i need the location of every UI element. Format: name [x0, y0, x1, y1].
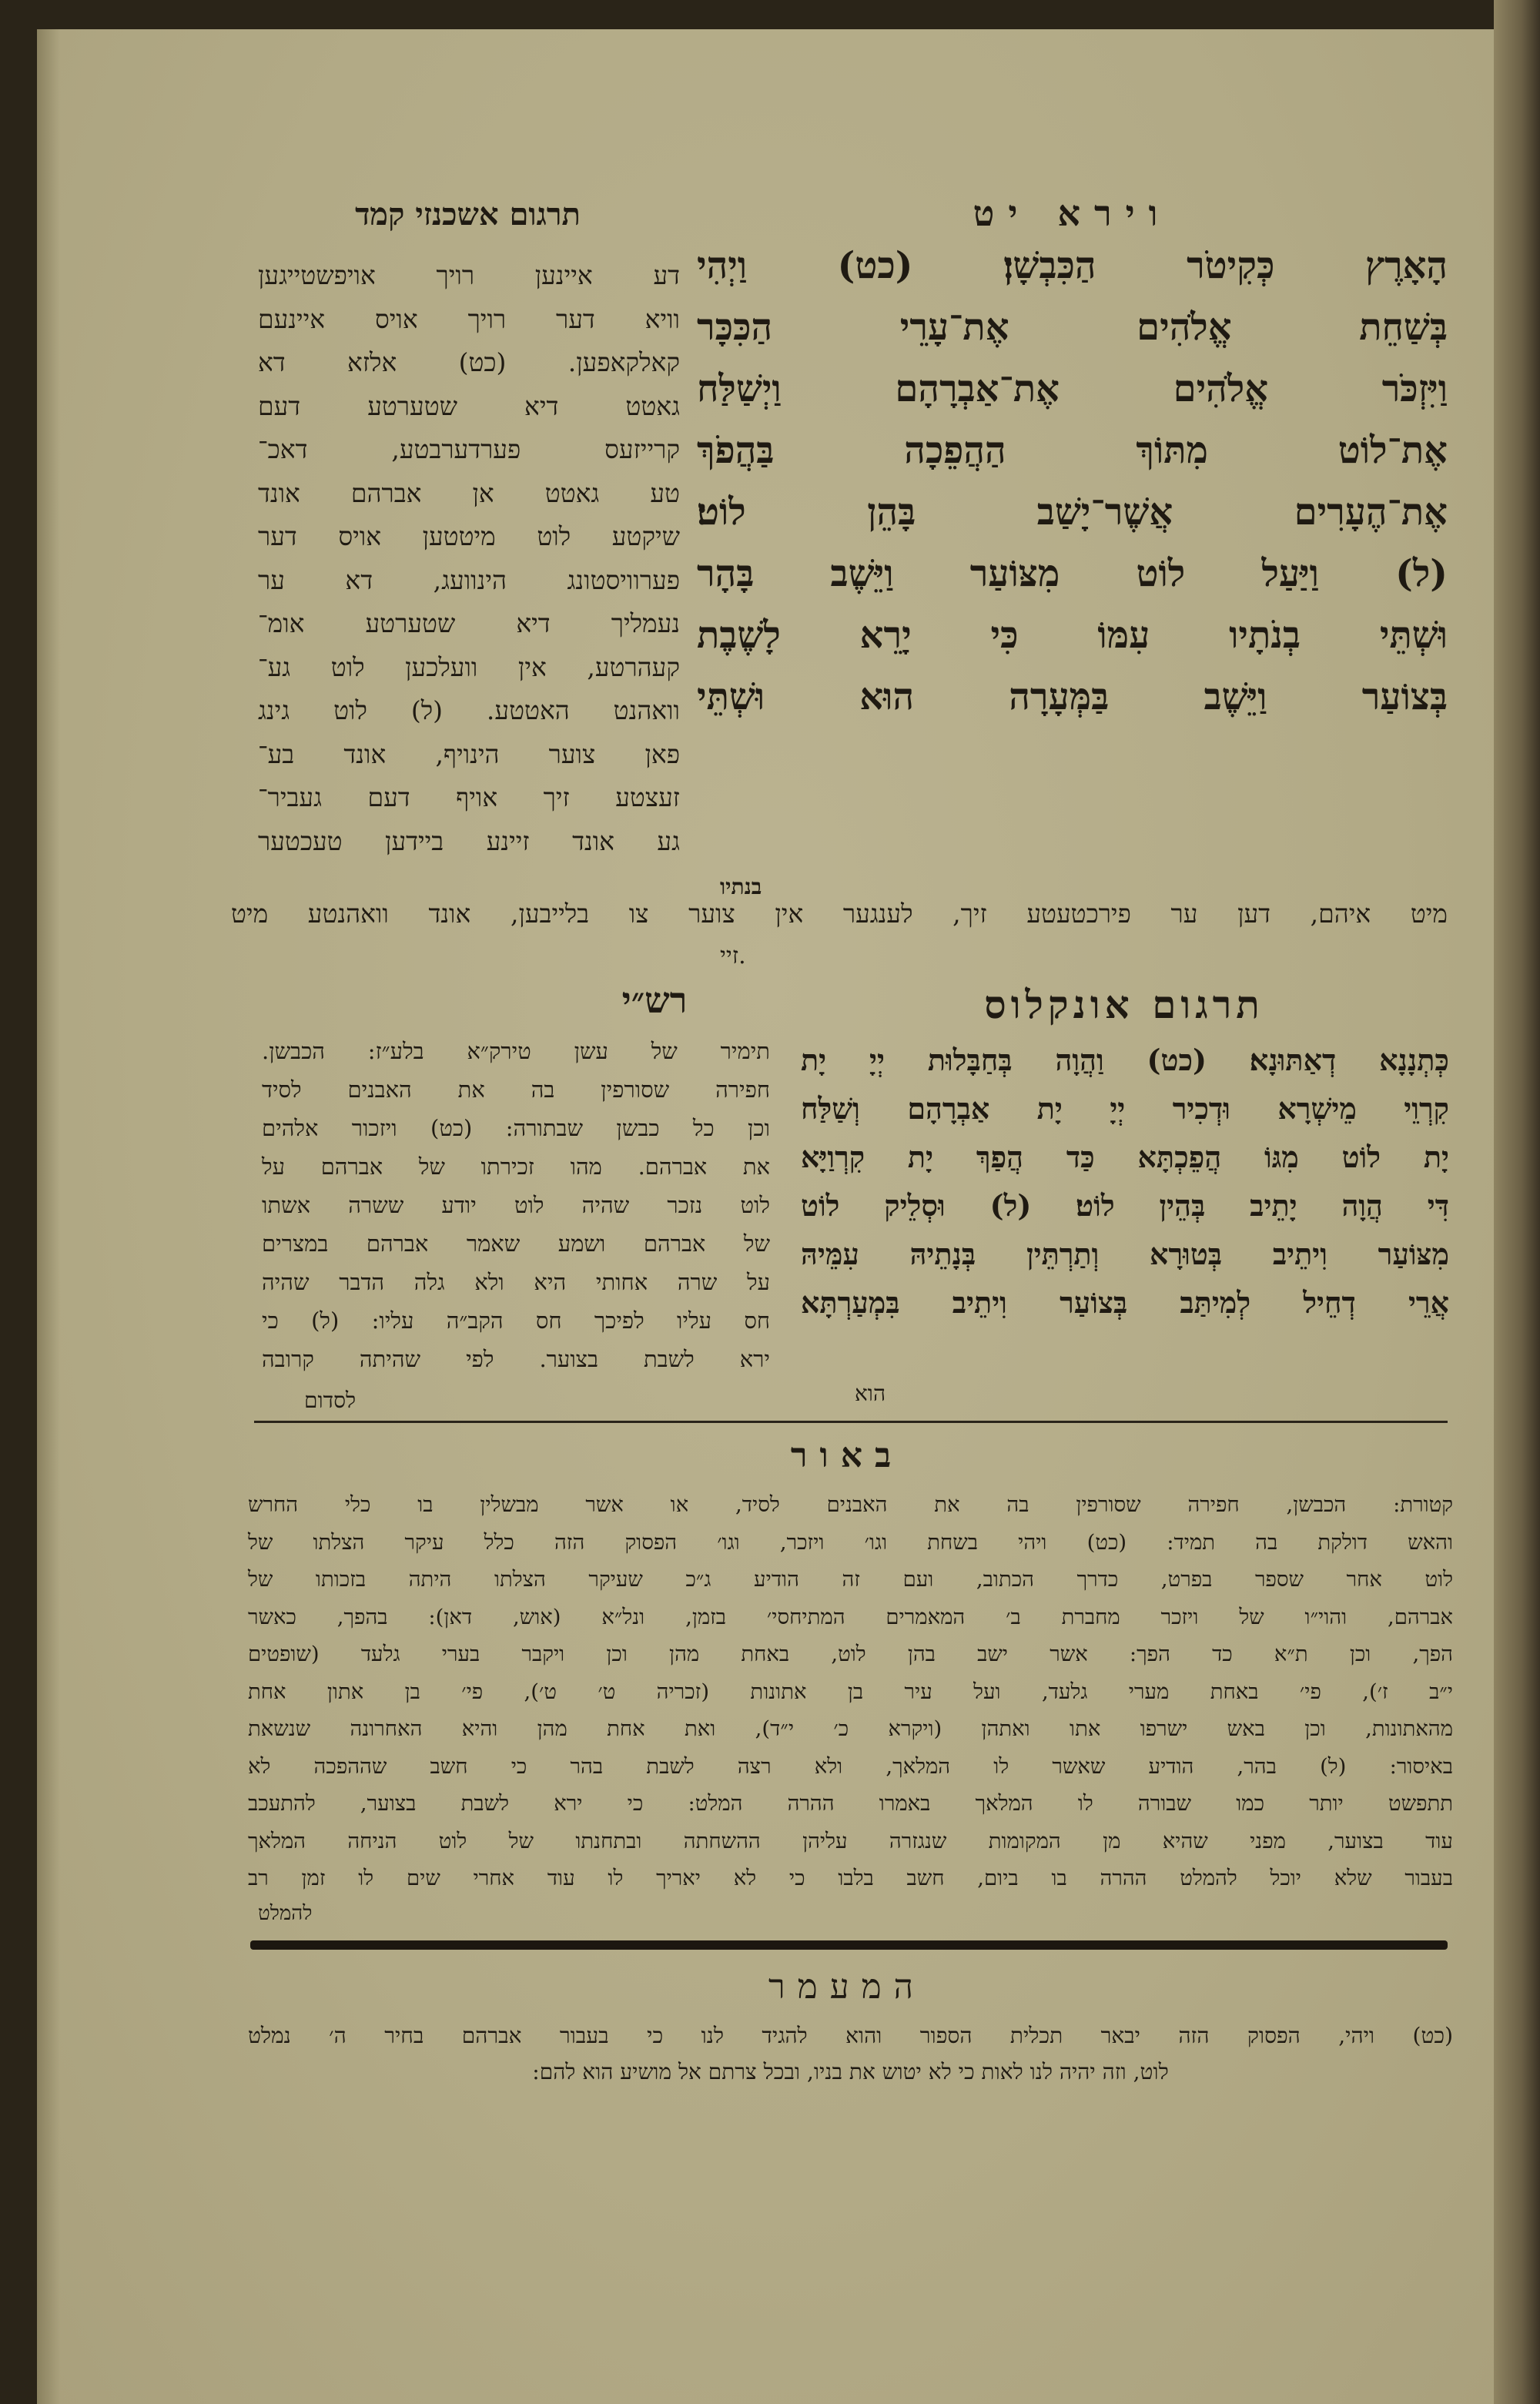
torah-line: בְּצוֹעַר וַיֵּשֶׁב בַּמְּעָרָה הוּא וּשְׁתֵּי	[697, 675, 1448, 718]
rashi-line: וכן כל כבשן שבתורה: (כט) ויזכור אלהים	[262, 1115, 770, 1141]
biur-line: אברהם, והוי״ו של ויזכר מחברת ב׳ המאמרים המתיחסי׳ בזמן, ונל״א (אוש, דאן): בהפך, כאשר	[248, 1604, 1453, 1629]
onkelos-line: קִרְוֵי מֵישְׁרָא וּדְכִיר יְיָ יָת אַבְרָהָם וְשַׁלַּח	[801, 1091, 1449, 1126]
yiddish-line: קאלקאפען. (כט) אלזא דא	[258, 347, 680, 377]
meamer-header: המעמר	[768, 1967, 926, 2007]
rashi-catchword: לסדום	[304, 1388, 357, 1413]
biur-line: בעבור שלא יוכל להמלט ההרה בו ביום, חשב בלבו כי לא יאריך לו עוד אחרי שים לו זמן רב	[248, 1866, 1453, 1890]
yiddish-line: נעמליך דיא שטערטע אומ־	[258, 608, 680, 638]
running-header-parasha: וירא יט	[973, 193, 1172, 234]
yiddish-line: קעהרטע, אין וועלכען לוט גע־	[258, 651, 680, 682]
book-gutter	[1494, 0, 1540, 2404]
biur-line: לוט אחר שספר בפרט, כדרך הכתוב, ועם זה הודיע ג״כ שעיקר הצלתו היתה בזכותו של	[248, 1567, 1453, 1592]
yiddish-line: גאטט דיא שטערטע דעם	[258, 390, 680, 421]
yiddish-line: דע איינען רויך אויפשטייגען	[258, 260, 680, 290]
yiddish-continuation	[231, 895, 1448, 933]
meamer-commentary	[248, 2017, 1453, 2090]
divider-rule	[254, 1421, 1448, 1423]
onkelos-line: אֲרֵי דְחֵיל לְמִיתַּב בְּצוֹעַר וִיתֵיב בִּמְעַרְתָּא	[801, 1285, 1449, 1320]
onkelos-column	[801, 1036, 1449, 1327]
onkelos-header: תרגום אונקלוס	[984, 982, 1264, 1027]
yiddish-line: וויא דער רויך אויס איינעם	[258, 303, 680, 334]
onkelos-line: יָת לוֹט מִגּוֹ הֲפֵכְתָּא כַּד הֲפַךְ יָת קִרְוַיָּא	[801, 1140, 1449, 1174]
torah-line: (ל) וַיַּעַל לוֹט מִצּוֹעַר וַיֵּשֶׁב בָּהָר	[697, 552, 1448, 595]
rashi-line: חס עליו לפיכך חס הקב״ה עליו: (ל) כי	[262, 1307, 770, 1334]
yiddish-translation-column	[258, 254, 680, 863]
yiddish-line: קרייזעס פערדערבטע, דאכ־	[258, 434, 680, 464]
rashi-line: תימיר של עשן טירק״א בלע״ז: הכבשן.	[262, 1038, 770, 1064]
yiddish-full-width-line: מיט איהם, דען ער פירכטעטע זיך, לענגער אין צוער צו בלייבען, אונד וואהנטע מיט	[231, 899, 1448, 929]
biur-line: והאש דולקת בה תמיד: (כט) ויהי בשחת וגו׳ ויזכר, וגו׳ הפסוק הזה כלל עיקר הצלתו של	[248, 1529, 1453, 1555]
biur-line: הפך, וכן ת״א כד הפך: אשר ישב בהן לוט, באחת מהן וכן ויקבר בערי גלעד (שופטים	[248, 1642, 1453, 1666]
onkelos-line: דִּי הֲוָה יָתֵיב בְּהֵין לוֹט׃ (ל) וּסְלֵיק לוֹט	[801, 1188, 1449, 1223]
yiddish-line: שיקטע לוט מיטטען אויס דער	[258, 521, 680, 551]
rashi-line: חפירה שסורפין בה את האבנים לסיד	[262, 1076, 770, 1103]
yiddish-line: פאן צוער הינויף, אונד בע־	[258, 738, 680, 769]
biur-header: באור	[790, 1436, 904, 1475]
rashi-line: של אברהם ושמע שאמר אברהם במצרים	[262, 1230, 770, 1257]
biur-line: מהאתונות, וכן באש ישרפו אתו ואתהן (ויקרא כ׳ י״ד), ואת אחת מהן והיא האחרונה שנשאת	[248, 1716, 1453, 1741]
torah-line: וּשְׁתֵּי בְנֹתָיו עִמּוֹ כִּי יָרֵא לָשֶׁבֶת	[697, 614, 1448, 657]
rashi-line: על שרה אחותי היא ולא גלה הדבר שהיה	[262, 1269, 770, 1295]
rashi-line: את אברהם. מהו זכירתו של אברהם על	[262, 1153, 770, 1180]
biur-line: עוד בצוער, מפני שהיא מן המקומות שנגזרה עליהן ההשחתה ובתחנתו של לוט הניחה המלאך	[248, 1828, 1453, 1853]
torah-text-column	[697, 235, 1448, 728]
biur-commentary	[248, 1486, 1453, 1897]
biur-line: תתפשט יותר כמו שבורה לו המלאך באמרו ההרה המלט: כי ירא לשבת בצוער, להתעכב	[248, 1791, 1453, 1816]
torah-line: אֶת־לוֹט מִתּוֹךְ הַהֲפֵכָה בַּהֲפֹךְ	[697, 429, 1448, 472]
yiddish-line: גע אונד זיינע ביידען טעכטער	[258, 825, 680, 856]
torah-line: וַיִּזְכֹּר אֱלֹהִים אֶת־אַבְרָהָם וַיְשַׁלַּח	[697, 367, 1448, 410]
onkelos-line: כְּתְנָנָא דְאַתּוּנָא׃ (כט) וַהֲוָה בְּחַבָּלוּת יְיָ יָת	[801, 1043, 1449, 1077]
yiddish-line: וואהנט האטטע. (ל) לוט גינג	[258, 695, 680, 725]
catchword: בנתיו	[720, 874, 762, 899]
page-edge-shadow	[37, 29, 60, 2404]
yiddish-line: פערוויסטונג הינוועג, דא ער	[258, 564, 680, 595]
meamer-line: לוט, וזה יהיה לנו לאות כי לא יטוש את בניו, ובכל צרתם אל מושיע הוא להם:	[532, 2059, 1169, 2084]
torah-line: הָאָרֶץ כְּקִיטֹר הַכִּבְשָׁן׃ (כט) וַיְהִי	[697, 244, 1448, 287]
rashi-column	[262, 1032, 770, 1378]
rashi-header: רש״י	[621, 979, 688, 1021]
onkelos-catchword: הוא	[855, 1381, 886, 1406]
yiddish-tail: זיי.	[720, 943, 746, 969]
rashi-line: ירא לשבת בצוער. לפי שהיתה קרובה	[262, 1346, 770, 1372]
biur-catchword: להמלט	[258, 1902, 313, 1925]
biur-line: קטורת: הכבשן, חפירה שסורפין בה את האבנים לסיד, או אשר מבשלין בו כלי החרש	[248, 1492, 1453, 1517]
thick-divider-rule	[250, 1940, 1448, 1950]
yiddish-line: זעצטע זיך אויף דעם געביר־	[258, 782, 680, 812]
onkelos-line: מִצּוֹעַר וִיתֵיב בְּטוּרָא וְתַרְתֵּין בְּנָתֵיהּ עִמֵּיהּ	[801, 1237, 1449, 1271]
rashi-line: לוט נזכר שהיה לוט יודע ששרה אשתו	[262, 1192, 770, 1218]
torah-line: בְּשַׁחֵת אֱלֹהִים אֶת־עָרֵי הַכִּכָּר	[697, 306, 1448, 349]
torah-line: אֶת־הֶעָרִים אֲשֶׁר־יָשַׁב בָּהֵן לוֹט׃	[697, 491, 1448, 534]
yiddish-line: טע גאטט אן אברהם אונד	[258, 477, 680, 508]
yiddish-translation-header: תרגום אשכנזי קמד	[355, 196, 581, 233]
meamer-line: (כט) ויהי, הפסוק הזה יבאר תכלית הספור והוא להגיד לנו כי בעבור אברהם בחיר ה׳ נמלט	[248, 2023, 1453, 2048]
biur-line: י״ב ז׳), פי׳ באחת מערי גלעד, ועל עיר בן אתונות (זכריה ט׳ ט׳), פי׳ בן אתון אחת	[248, 1679, 1453, 1704]
biur-line: באיסור: (ל) בהר, הודיע שאשר לו המלאך, ולא רצה לשבת בהר כי חשב שההפכה לא	[248, 1753, 1453, 1779]
